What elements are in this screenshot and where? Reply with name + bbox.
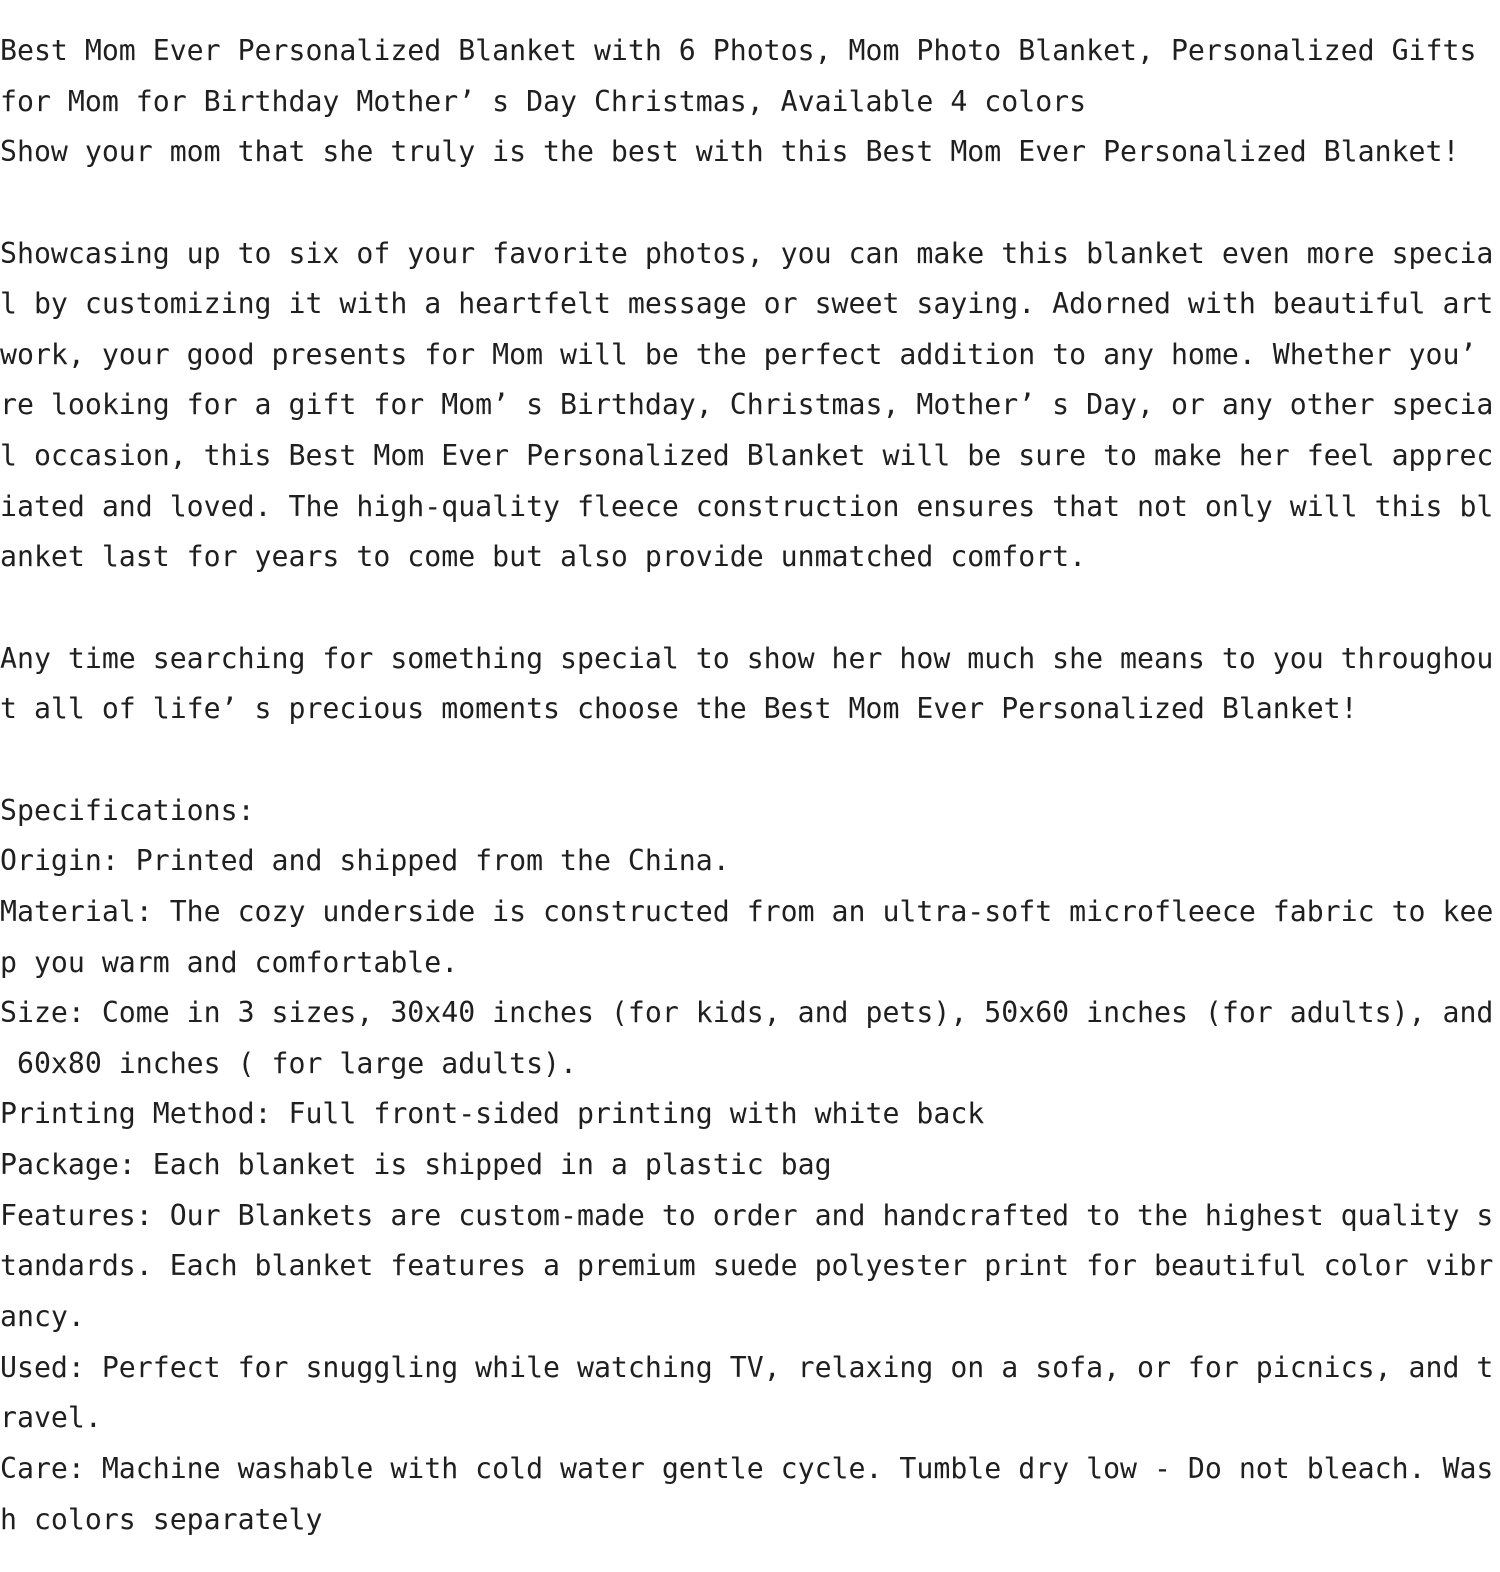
paragraph-1-line: work, your good presents for Mom will be the perfect addition to any home. Whether you’ (0, 337, 1477, 371)
spec-size-cont: 60x80 inches ( for large adults). (0, 1046, 577, 1080)
spec-features-cont: tandards. Each blanket features a premium suede polyester print for beautiful color vibr (0, 1249, 1494, 1283)
title-line-2: for Mom for Birthday Mother’ s Day Christmas, Available 4 colors (0, 84, 1087, 118)
spec-care-cont: h colors separately (0, 1502, 323, 1536)
intro-line: Show your mom that she truly is the best with this Best Mom Ever Personalized Blanket! (0, 135, 1460, 169)
paragraph-1-line: l by customizing it with a heartfelt message or sweet saying. Adorned with beautiful art (0, 287, 1494, 321)
specifications-heading: Specifications: (0, 793, 255, 827)
spec-used: Used: Perfect for snuggling while watching TV, relaxing on a sofa, or for picnics, and t (0, 1350, 1494, 1384)
spec-origin: Origin: Printed and shipped from the China. (0, 844, 730, 878)
spec-size: Size: Come in 3 sizes, 30x40 inches (for kids, and pets), 50x60 inches (for adults), and (0, 996, 1494, 1030)
paragraph-1-line: re looking for a gift for Mom’ s Birthday, Christmas, Mother’ s Day, or any other specia (0, 388, 1494, 422)
spec-material: Material: The cozy underside is constructed from an ultra-soft microfleece fabric to kee (0, 894, 1494, 928)
spec-care: Care: Machine washable with cold water gentle cycle. Tumble dry low - Do not bleach. Was (0, 1451, 1494, 1485)
spec-features-cont: ancy. (0, 1300, 85, 1334)
paragraph-1-line: l occasion, this Best Mom Ever Personalized Blanket will be sure to make her feel apprec (0, 439, 1494, 473)
paragraph-1-line: Showcasing up to six of your favorite photos, you can make this blanket even more specia (0, 236, 1494, 270)
paragraph-1-line: iated and loved. The high-quality fleece construction ensures that not only will this bl (0, 489, 1494, 523)
paragraph-2-line: t all of life’ s precious moments choose the Best Mom Ever Personalized Blanket! (0, 692, 1358, 726)
spec-material-cont: p you warm and comfortable. (0, 945, 459, 979)
spec-used-cont: ravel. (0, 1401, 102, 1435)
spec-printing-method: Printing Method: Full front-sided printing with white back (0, 1097, 985, 1131)
spacer (0, 178, 1500, 229)
product-description-document (0, 26, 1500, 1545)
title-line-1: Best Mom Ever Personalized Blanket with 6 Photos, Mom Photo Blanket, Personalized Gifts (0, 34, 1477, 67)
paragraph-2-line: Any time searching for something special to show her how much she means to you throughou (0, 641, 1494, 675)
paragraph-1-line: anket last for years to come but also provide unmatched comfort. (0, 540, 1087, 574)
spacer (0, 583, 1500, 634)
spec-package: Package: Each blanket is shipped in a plastic bag (0, 1148, 832, 1182)
spacer (0, 735, 1500, 786)
spec-features: Features: Our Blankets are custom-made to order and handcrafted to the highest quality s (0, 1198, 1494, 1232)
